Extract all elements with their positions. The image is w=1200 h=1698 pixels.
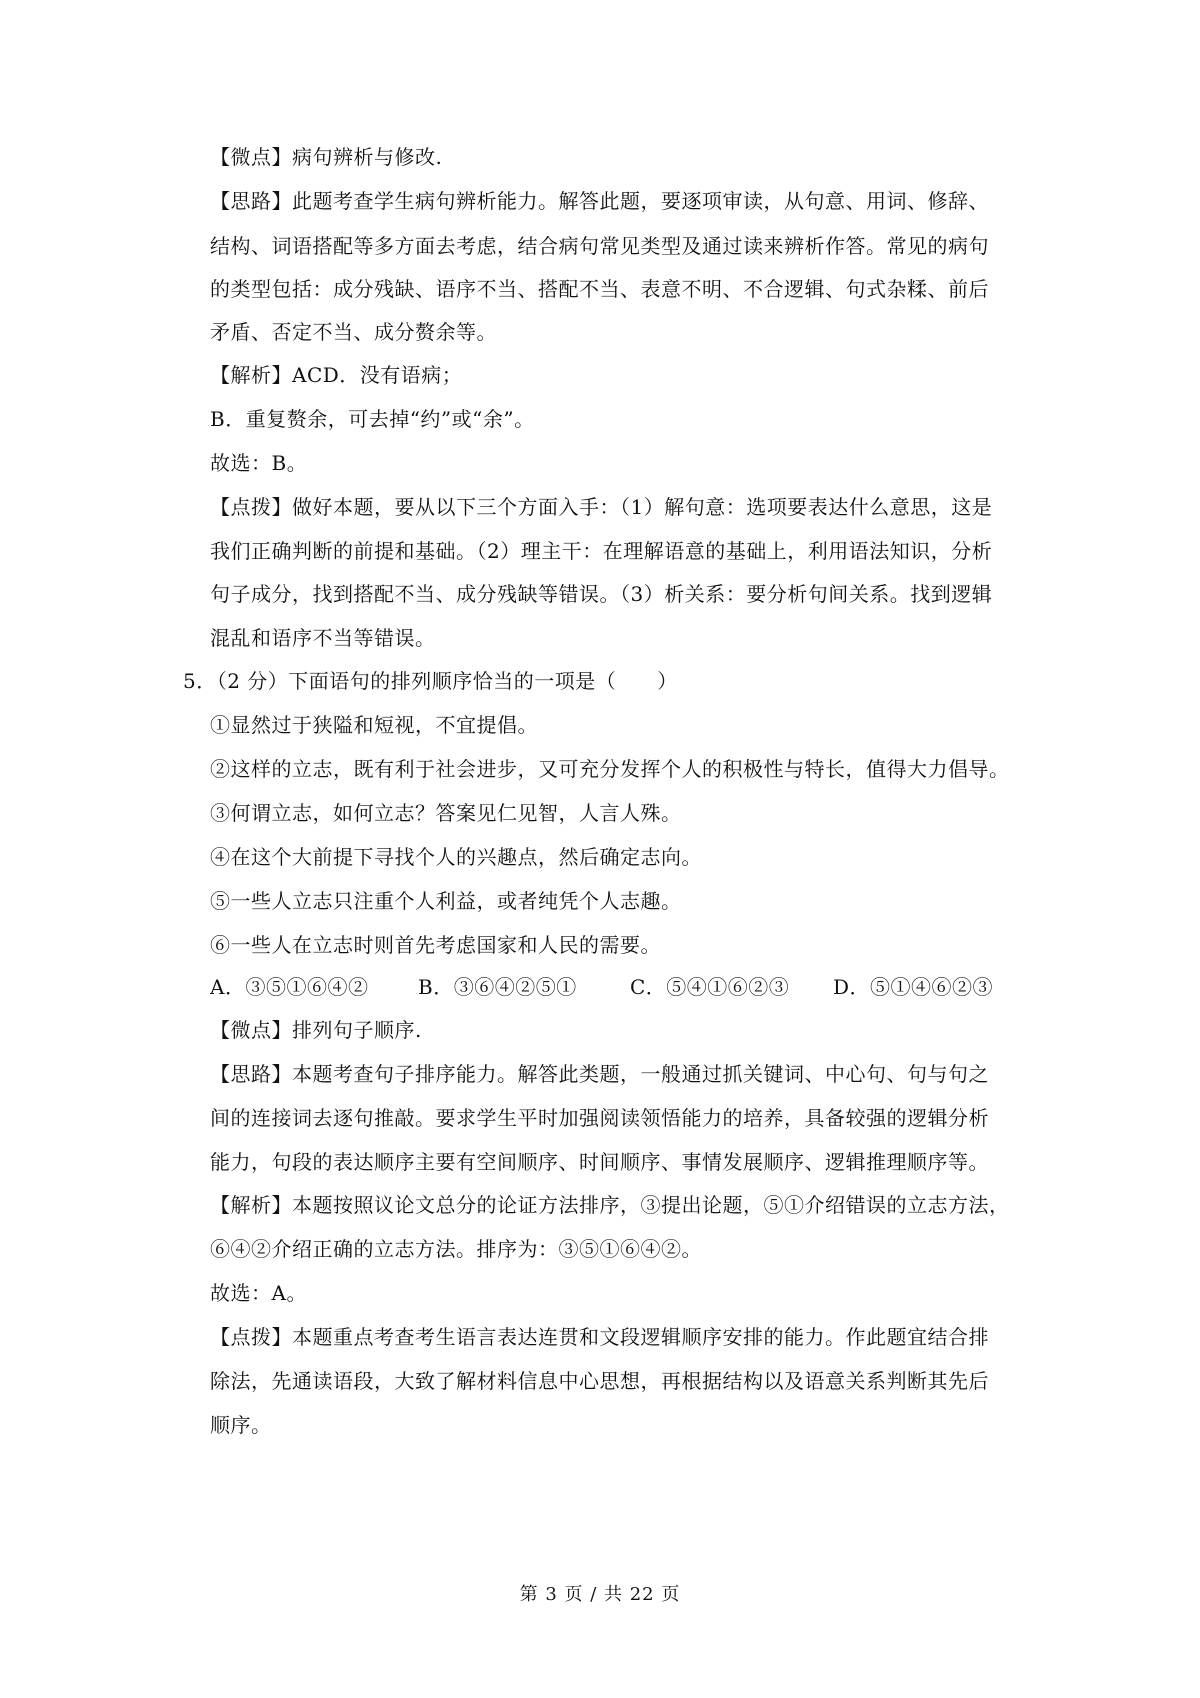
q4-guxuan: 故选：B。 — [210, 451, 308, 475]
q5-dianbo-line: 【点拨】本题重点考查考生语言表达连贯和文段逻辑顺序安排的能力。作此题宜结合排 — [210, 1325, 989, 1349]
q4-dianbo-line: 【点拨】做好本题，要从以下三个方面入手：（1）解句意：选项要表达什么意思，这是 — [210, 495, 993, 519]
q5-jiexi-line: ⑥④②介绍正确的立志方法。排序为：③⑤①⑥④②。 — [210, 1237, 702, 1261]
q5-sentence: ⑥一些人在立志时则首先考虑国家和人民的需要。 — [210, 933, 661, 957]
q4-silu-line: 【思路】此题考查学生病句辨析能力。解答此题，要逐项审读，从句意、用词、修辞、 — [210, 189, 989, 213]
page-footer: 第 3 页 / 共 22 页 — [519, 1584, 681, 1605]
q5-sentence: ②这样的立志，既有利于社会进步，又可充分发挥个人的积极性与特长，值得大力倡导。 — [210, 757, 1010, 781]
q5-weidian: 【微点】排列句子顺序. — [210, 1018, 422, 1042]
q5-silu-line: 【思路】本题考查句子排序能力。解答此类题，一般通过抓关键词、中心句、句与句之 — [210, 1062, 989, 1086]
q5-dianbo-line: 除法，先通读语段，大致了解材料信息中心思想，再根据结构以及语意关系判断其先后 — [210, 1369, 989, 1393]
q5-sentence: ③何谓立志，如何立志？答案见仁见智，人言人殊。 — [210, 801, 682, 825]
q5-sentence: ⑤一些人立志只注重个人利益，或者纯凭个人志趣。 — [210, 889, 682, 913]
q4-silu-line: 矛盾、否定不当、成分赘余等。 — [210, 320, 497, 344]
q5-dianbo-line: 顺序。 — [210, 1413, 272, 1437]
q5-silu-line: 间的连接词去逐句推敲。要求学生平时加强阅读领悟能力的培养，具备较强的逻辑分析 — [210, 1106, 989, 1130]
q5-option-d: D．⑤①④⑥②③ — [833, 975, 994, 999]
q4-dianbo-line: 句子成分，找到搭配不当、成分残缺等错误。（3）析关系：要分析句间关系。找到逻辑 — [210, 582, 993, 606]
q4-jiexi-line: B．重复赘余，可去掉“约”或“余”。 — [210, 407, 535, 431]
q5-guxuan: 故选：A。 — [210, 1281, 307, 1305]
q5-option-b: B．③⑥④②⑤① — [418, 975, 577, 999]
q5-sentence: ①显然过于狭隘和短视，不宜提倡。 — [210, 713, 538, 737]
q5-option-c: C．⑤④①⑥②③ — [630, 975, 790, 999]
q4-silu-line: 的类型包括：成分残缺、语序不当、搭配不当、表意不明、不合逻辑、句式杂糅、前后 — [210, 277, 989, 301]
q5-jiexi-line: 【解析】本题按照议论文总分的论证方法排序，③提出论题，⑤①介绍错误的立志方法， — [210, 1193, 1010, 1217]
q5-silu-line: 能力，句段的表达顺序主要有空间顺序、时间顺序、事情发展顺序、逻辑推理顺序等。 — [210, 1150, 989, 1174]
q4-dianbo-line: 混乱和语序不当等错误。 — [210, 626, 436, 650]
q4-jiexi-line: 【解析】ACD．没有语病； — [210, 363, 463, 387]
q5-stem: 5．（2 分）下面语句的排列顺序恰当的一项是（ ） — [183, 669, 678, 693]
q4-dianbo-line: 我们正确判断的前提和基础。（2）理主干：在理解语意的基础上，利用语法知识，分析 — [210, 539, 993, 563]
q5-option-a: A．③⑤①⑥④② — [210, 975, 369, 999]
q5-sentence: ④在这个大前提下寻找个人的兴趣点，然后确定志向。 — [210, 845, 702, 869]
q4-weidian: 【微点】病句辨析与修改. — [210, 145, 443, 169]
q4-silu-line: 结构、词语搭配等多方面去考虑，结合病句常见类型及通过读来辨析作答。常见的病句 — [210, 234, 989, 258]
